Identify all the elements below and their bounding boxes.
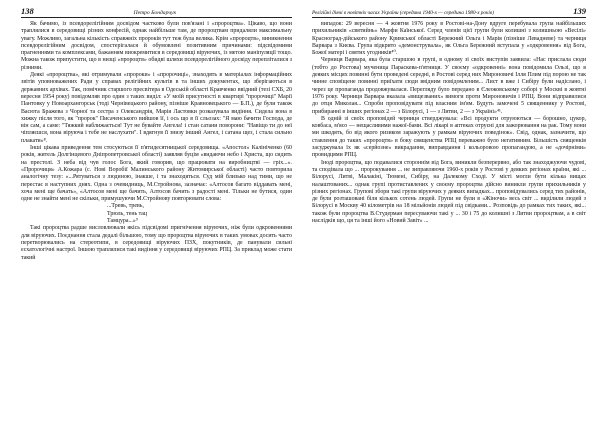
chant-line: Тамцура...»⁹ bbox=[107, 218, 138, 225]
paragraph: Черниця Варвара, яка була старшою в групі, в одному зі своїх виступів заявила: «Нас прислала сюди (тобто до Ростова) мученица Параскева-п'ятниця. У своєму «одкровенні» вона повідомила Ользі, що в деяких місцях повинні бути проведені середні, в Ростові серед них Мироновичі Ілля Плим під порою не так чинне сповіщене повинні приїхати сюди ввідним повідомленим... Лист в вже і Сибіру були надіслано, і через це пропаганда продовжувалася. Перегляду було передано в Єлеоковському соборі у Москві в жовтні 1976 року. Черниця Варвара вказала «вищезваних» вимоги проти Мироновичів і РПЦ. Вони відправилися до отця Миколая... Спроби проповідувати під власним ім'ям. Будуть замочені 5 священнику у Ростові, прибиранні в інших регіонах 2 — з Білорусі, 1 — з Литви, 2 — з Україні»⁴¹. bbox=[312, 57, 586, 115]
right-running-title: Релігійні діячі в новітніх часах України (середина 1940-х — середина 1980-х років) bbox=[312, 10, 494, 16]
paragraph: Такі пророцтва радше висловлювали якісь підсвідомі пригнічення віруючих, ніж були одкровеннями для віруючих. Поєднання стала дедалі більшою, тому що пророцтва віруючих в таких умовах досить часто перетворювались на стереотипи, в середовищі віруючих ПЗХ, покутників, де панували сильні есхатологічні настрої. Іншою траплялися такі видіння у середовищі віруючих РПЦ. За приклад може стати такий bbox=[21, 225, 292, 261]
paragraph: Деякі «пророцтва», які отримували «пророки» і «пророчиці», знаходять в матеріалах інформаційних звітів уповноважених Ради у справах релігійних культів в та інших документах, що зберігаються в державних архівах. Так, помічник старшого пресвітера в Одеській області Кравченко ввідний (тезі СХБ, 20 вересня 1954 року) повідомляв про один з таких виділ: «У моїй присутності в квартирі "пророчиці" Марії Пантовку у Новоархангорськ (тоді Чернівецького району, пізніше Кравновецького — Б.П.), де були також Васюта Бражева з Чорної та сестра з Олександрія, Марія Ластовки розказувала видіння. Сидела вона в хижку після того, як "пророк" Писаченського вийшов її, і ось що в її сльозах: "Я маю бачити Господа, де він сам, а саме: "Тяжкий наближається! Тут не бувайте Ангела! і стан сатани поворони: "Навіщо ти до неї чіпляєшся, вона віруюча і тебе не наслухати". І вдягнув її знизу інший Ангел, і сатана щез, і стала сильно плакати»⁸. bbox=[21, 72, 292, 144]
right-page-number: 139 bbox=[573, 6, 586, 16]
paragraph: Іноді пророцтва, що подавалися стороннім від Бога, виникли безперервно, або так знаходжуючи чудові, та сподівала що ... пророкування ... не зиправляючи 1960-х років у Ростові у деяких регіонах країни, які ... Білорусі, Литві, Малакіні, Тюмені, Сибіру, на Далекому Сході. У місті могли бути кілька вищах налаштованих... однак групі протиставлених у своєму пророцтва дійсно виникли групи прихильників у різних регіонах. Групові збори такі групи віруючих у деяких випадках... проповідувались серед тих районів, де були розташовані біля кількох сотень людей. Групи не були в «Жіночи» весь світ ... виділили людей з Білорусі в Москву 40 кілометрів на 18 мільйонів людей під свідками... Розповідь до рамках тих таких, які... також були пророцтва В.Студерман пересуваючи такі у ... 30 і 75 до колишні з Литви пророцтвам, а в світ наслідків що, ця та інші його «Новий Завіт» ... bbox=[312, 159, 586, 225]
paragraph: В одній зі своїх проповідей черниця стверджувала: «Всі продукти отруюються — борошно, цукор, ковбаса, м'ясо — нещасливими нажої-бами. Всі лікарі в аптеках отруєні для зажорювання на рак. Тому вони ми шкодять, бо від якого ризиком заражують у рамкам віруючих поведінок». Свід, однак, зазначити, що ставлення до таких «пророцтв» в боку священства РПЦ переважно було негативним. Більшість священків засуджувала їх як «серйозне» викрадання, виправдання і кольоровою пропагандою, а не «дочірніми» провидцями РПЦ. bbox=[312, 115, 586, 159]
right-body bbox=[312, 21, 586, 225]
chant-line: ...Тревь, тревь, bbox=[107, 203, 144, 210]
right-page bbox=[300, 0, 600, 428]
paragraph: Інші цікава приведення тем стосуються її п'ятидесятницької середовища. «Апостол» Калініченко (60 років, житель Долгінцевого Дніпропетровської області) заявляв буцім «видаючи небо і Христа, що сидить на престолі. З неба від чув голос Бога, який говорив, що працювати на виробництві — гріх...». «Пророчиця» А.Кожара (с. Нові Воробії Малинського району Житомирської області) часто повторила аналогічну тезу: «...Рятуваться з людиною, інакше, і та знаходяться. Суд мій близько над тими, що не перестає в наступних днях. Одна з очевидниць, М.Стройнова, зазначає: «Алтосов багато віддавать мені, хоча мені ще бачать», «Алтосов мені ще бачить, Алтосов бачить з радості мені. Тільки не бутися, один одне не знайти мені не скільки, примушуючи М.Стройнову повторювати слова: bbox=[21, 145, 292, 203]
left-running-title: Петро Бондарчук bbox=[133, 10, 177, 16]
left-page-number: 138 bbox=[21, 6, 34, 16]
paragraph: Як бачимо, із псевдорелігійним досвідом частково були пов'язані і «пророцтва». Цікаво, що вони траплялися в середовищі різних конфесій, однак найбільше там, де пророцтвам придаляли максимальну увагу. Можливо, загальна кількість справжніх пророків тут теж була велика. Крім «пророцтв», виникнення псевдорелігійним досвідом, спостерігалася й обумовлені позитивним причинами: підсвідомими прагненнями та комплексами, бажанням виокремитися в середовищі віруючих, із метою маніпуляції тощо. Можна також припустити, що в низці «пророцтв» обидві шляхи псевдорелігійного досвіду перепліталися з різними. bbox=[21, 21, 292, 71]
chant-line: Трюль, тень тац bbox=[107, 210, 148, 217]
left-body bbox=[21, 21, 292, 262]
left-page-header bbox=[21, 6, 292, 18]
paragraph: випадок: 29 вересня — 4 жовтня 1976 року в Ростові-на-Дону вдруге перебувала група найбільших прихильників «святийнь» Марфи Каїнської. Серед членів цієї групи були колишні з колишньою «Весілі» Красноград-дійського району Кримської області Бережний Ольга і Марія (пізніше Левадневе) та черниця Варвара з Києва. Група відкрито «демонструвала», як Ольга Бережний вступала у «одкровення» від Бога, Божої матері і святих угодників⁴⁰. bbox=[312, 21, 586, 57]
right-page-header bbox=[312, 6, 586, 18]
quoted-chant bbox=[107, 203, 292, 225]
